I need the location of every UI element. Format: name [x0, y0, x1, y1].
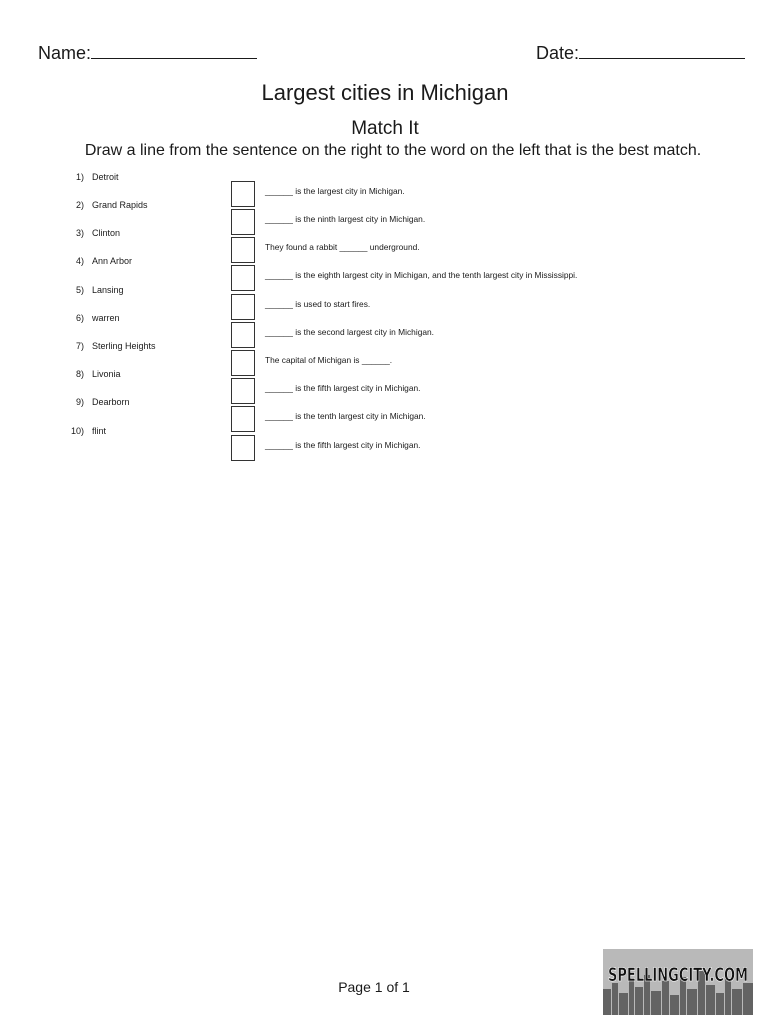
- word-number: 8): [75, 369, 84, 379]
- word-text: flint: [92, 426, 107, 436]
- word-text: Lansing: [92, 285, 124, 295]
- sentence-item: ______ is the tenth largest city in Michigan.: [265, 411, 426, 421]
- word-number: 2): [75, 200, 84, 210]
- name-blank-line[interactable]: [91, 44, 257, 59]
- sentence-item: ______ is the eighth largest city in Michigan, and the tenth largest city in Mississippi.: [265, 270, 578, 280]
- logo-graphic: [603, 949, 753, 1015]
- word-text: Clinton: [92, 228, 121, 238]
- sentence-item: ______ is the ninth largest city in Michigan.: [265, 214, 426, 224]
- word-number: 10): [70, 426, 84, 436]
- word-text: Ann Arbor: [92, 256, 133, 266]
- answer-box[interactable]: [231, 181, 255, 207]
- answer-box[interactable]: [231, 209, 255, 235]
- sentence-item: ______ is the fifth largest city in Michigan.: [265, 440, 421, 450]
- sentence-item: The capital of Michigan is ______.: [265, 355, 393, 365]
- word-number: 3): [75, 228, 84, 238]
- word-item: [44, 396, 130, 408]
- word-number: 4): [75, 256, 84, 266]
- word-number: 5): [75, 285, 84, 295]
- page-number: Page 1 of 1: [338, 979, 410, 995]
- word-item: [44, 340, 156, 352]
- answer-box[interactable]: [231, 435, 255, 461]
- word-text: Grand Rapids: [92, 200, 148, 210]
- word-text: Sterling Heights: [92, 341, 156, 351]
- word-text: Detroit: [92, 172, 119, 182]
- worksheet-subtitle: Match It: [351, 118, 419, 139]
- word-text: Dearborn: [92, 397, 130, 407]
- name-field[interactable]: [38, 42, 257, 64]
- instructions: Draw a line from the sentence on the right to the word on the left that is the best match.: [84, 142, 702, 159]
- answer-box[interactable]: [231, 237, 255, 263]
- word-item: [44, 171, 119, 183]
- answer-box[interactable]: [231, 265, 255, 291]
- word-item: [44, 368, 121, 380]
- answer-box[interactable]: [231, 322, 255, 348]
- word-item: [44, 255, 132, 267]
- answer-box[interactable]: [231, 350, 255, 376]
- sentence-item: They found a rabbit ______ underground.: [265, 242, 420, 252]
- word-text: warren: [92, 313, 120, 323]
- date-blank-line[interactable]: [579, 44, 745, 59]
- sentence-item: ______ is the fifth largest city in Michigan.: [265, 383, 421, 393]
- spellingcity-logo: [603, 949, 753, 1015]
- worksheet-title: Largest cities in Michigan: [261, 80, 509, 105]
- sentence-item: ______ is the second largest city in Michigan.: [265, 327, 434, 337]
- date-label: Date:: [536, 43, 580, 63]
- answer-box[interactable]: [231, 406, 255, 432]
- word-number: 9): [75, 397, 84, 407]
- word-item: [44, 199, 148, 211]
- word-item: [44, 227, 120, 239]
- word-number: 7): [75, 341, 84, 351]
- answer-box[interactable]: [231, 378, 255, 404]
- sentence-item: ______ is used to start fires.: [265, 299, 371, 309]
- logo-text: SPELLINGCITY.COM: [608, 964, 748, 986]
- word-number: 1): [75, 172, 84, 182]
- word-item: [44, 425, 106, 437]
- word-number: 6): [75, 313, 84, 323]
- word-item: [44, 284, 124, 296]
- answer-box[interactable]: [231, 294, 255, 320]
- word-item: [44, 312, 120, 324]
- name-label: Name:: [38, 43, 92, 63]
- word-text: Livonia: [92, 369, 121, 379]
- date-field[interactable]: [536, 42, 745, 64]
- sentence-item: ______ is the largest city in Michigan.: [265, 186, 405, 196]
